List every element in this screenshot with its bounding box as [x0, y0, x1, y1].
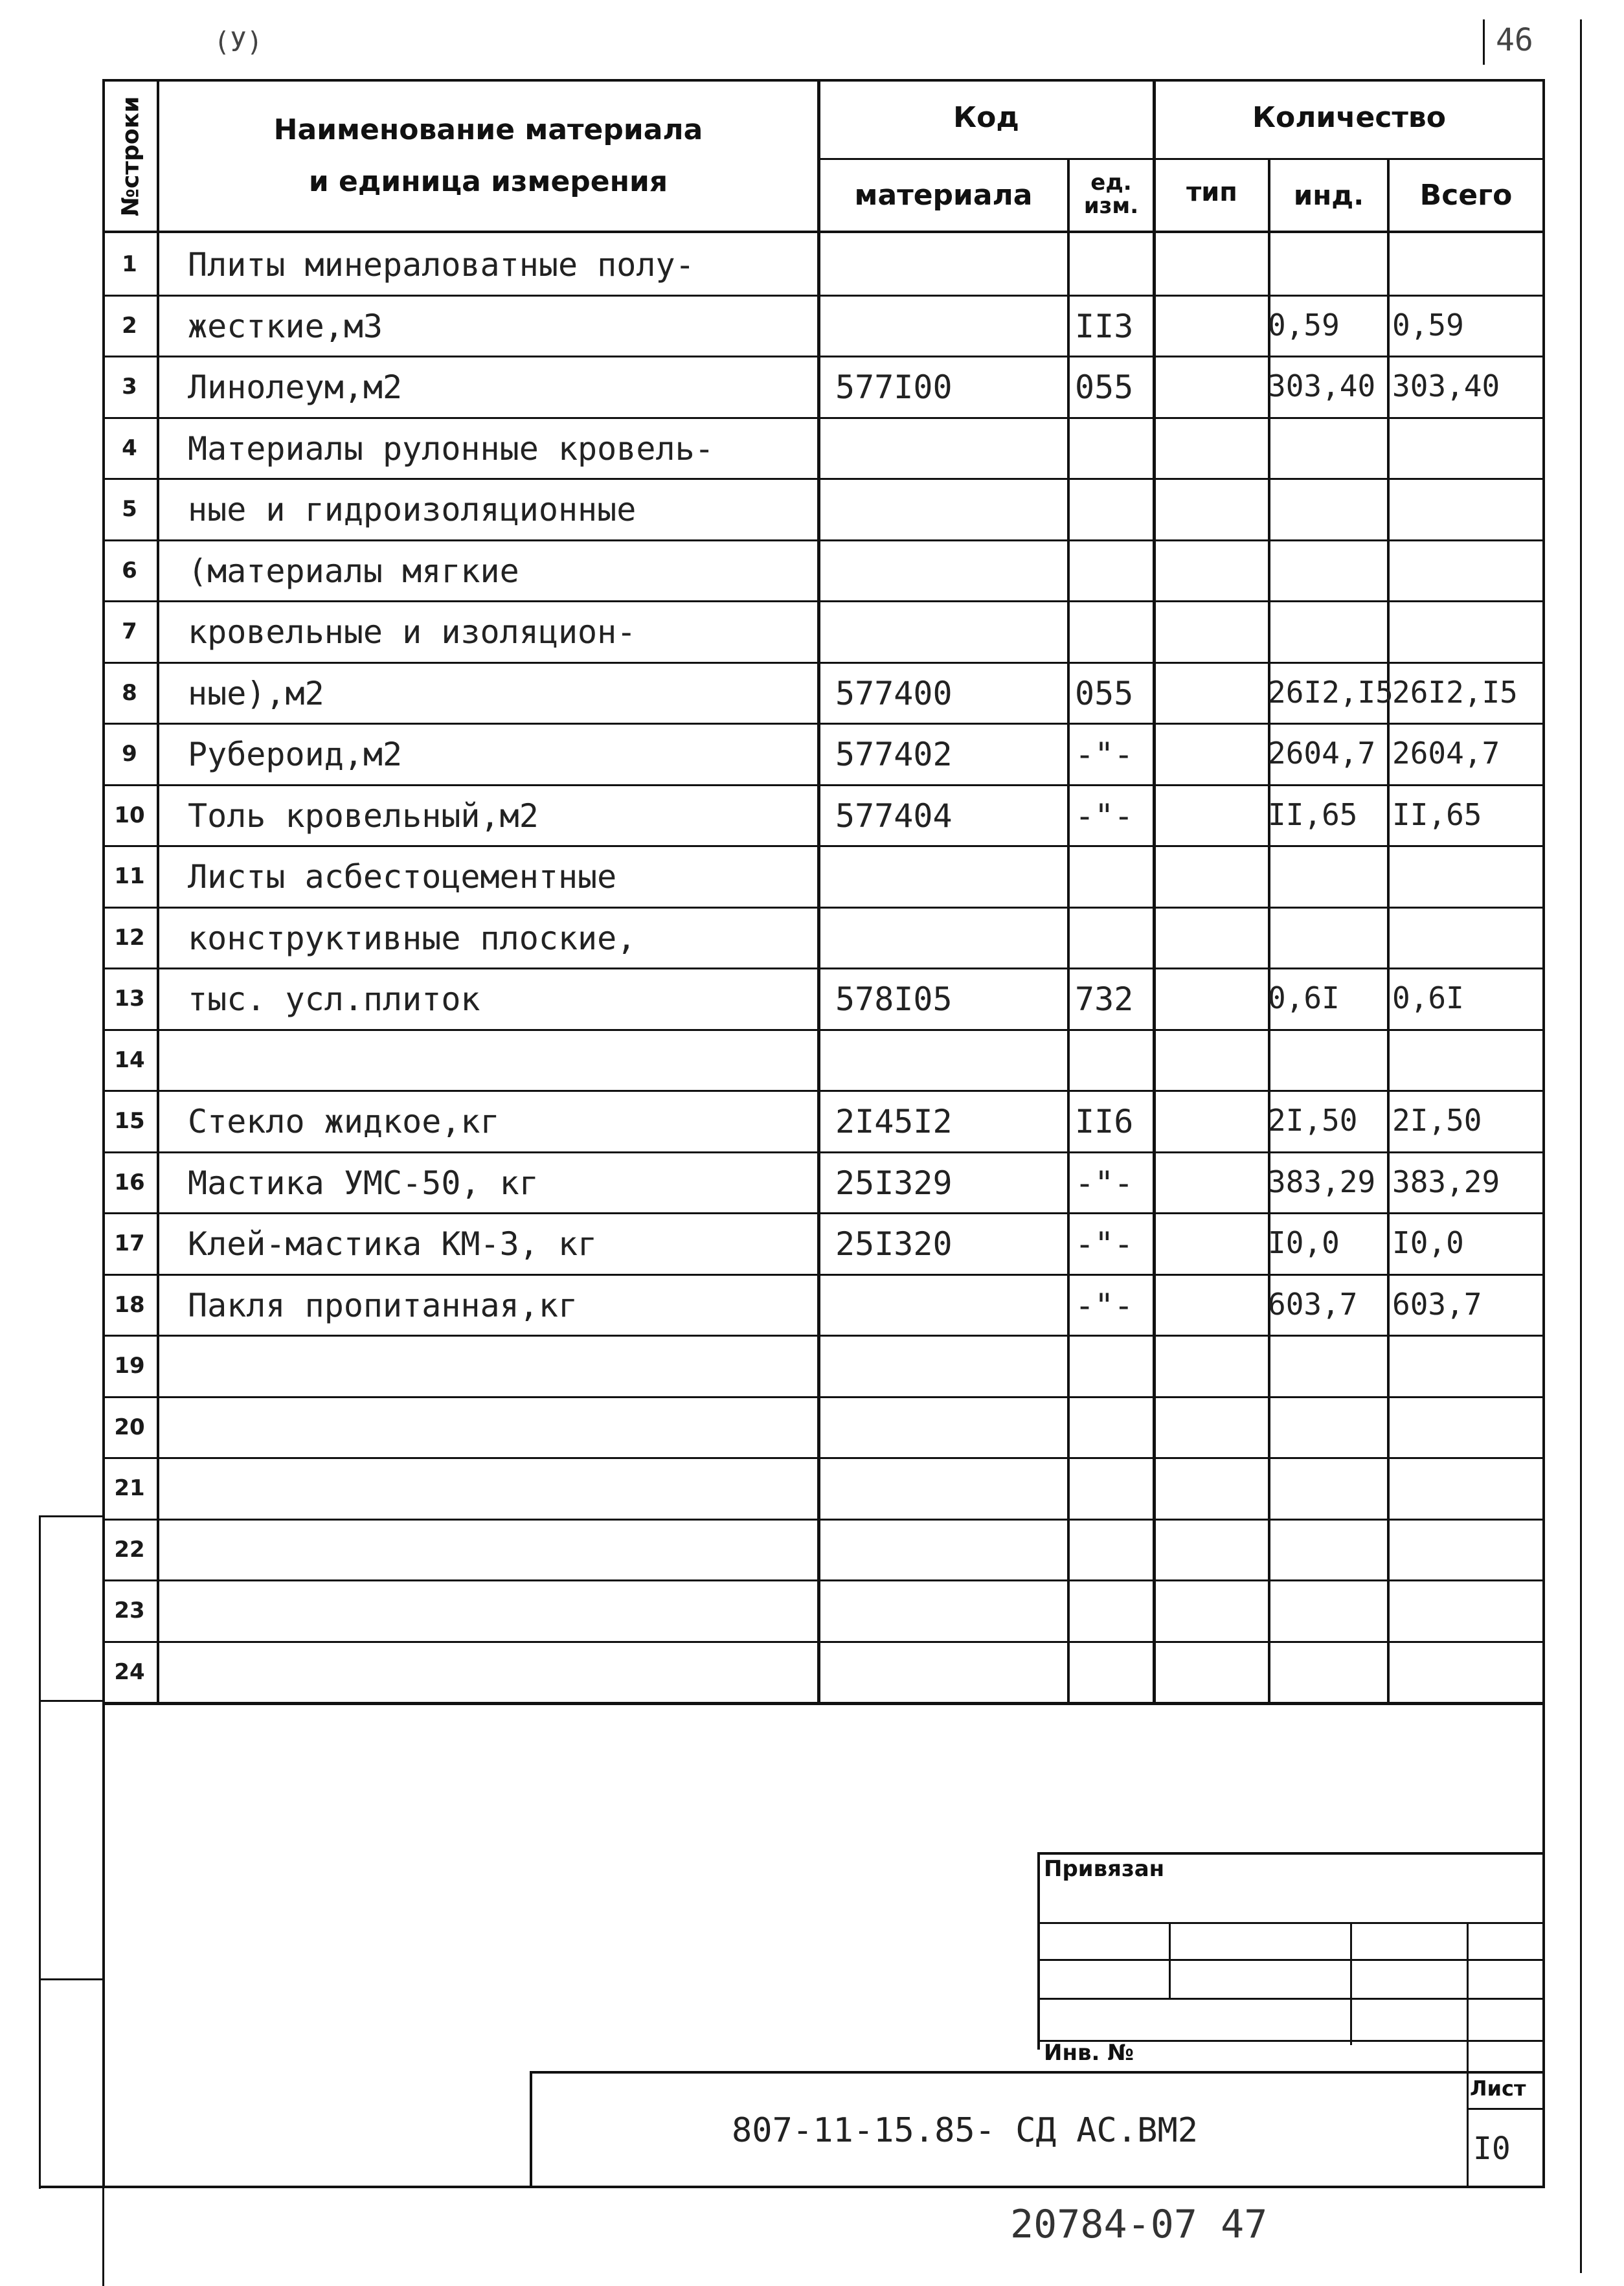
cell-name: Плиты минераловатные полу-	[188, 246, 695, 284]
stamp-doc-code: 807-11-15.85- СД АС.ВМ2	[732, 2111, 1199, 2150]
header-code-unit: ед. изм.	[1083, 170, 1139, 219]
cell-name: (материалы мягкие	[188, 552, 519, 590]
cell-name: Клей-мастика КМ-3, кг	[188, 1225, 598, 1263]
cell-ind: 2604,7	[1268, 736, 1376, 771]
page-number-bracket	[1483, 19, 1485, 65]
row-number: 23	[114, 1598, 145, 1624]
cell-code: 577I00	[835, 368, 953, 406]
cell-total: 26I2,I5	[1392, 675, 1518, 710]
cell-name: Пакля пропитанная,кг	[188, 1287, 578, 1324]
stamp-bound-label: Привязан	[1044, 1856, 1165, 1882]
header-qty-ind: инд.	[1293, 179, 1364, 211]
cell-total: 603,7	[1392, 1287, 1482, 1322]
header-qty-total: Всего	[1419, 178, 1513, 212]
cell-ind: 303,40	[1268, 368, 1376, 403]
cell-unit: -"-	[1075, 797, 1134, 835]
cell-name: Рубероид,м2	[188, 736, 403, 773]
row-number: 12	[114, 925, 145, 951]
footer-note: 20784-07 47	[1010, 2202, 1268, 2247]
cell-ind: 2I,50	[1268, 1103, 1358, 1138]
row-number: 17	[114, 1230, 145, 1256]
stamp-sheet-number: I0	[1473, 2131, 1511, 2167]
row-number: 4	[122, 435, 137, 461]
row-number: 19	[114, 1353, 145, 1379]
row-number: 6	[122, 558, 137, 583]
cell-ind: I0,0	[1268, 1225, 1340, 1260]
row-number: 5	[122, 496, 137, 522]
header-row-no: №строки	[117, 96, 144, 216]
row-number: 18	[114, 1292, 145, 1318]
row-number: 9	[122, 741, 137, 767]
row-number: 8	[122, 680, 137, 706]
cell-name: ные),м2	[188, 675, 324, 712]
cell-ind: 26I2,I5	[1268, 675, 1393, 710]
row-number: 7	[122, 618, 137, 644]
cell-name: Листы асбестоцементные	[188, 858, 617, 896]
cell-unit: -"-	[1075, 1225, 1134, 1263]
cell-code: 25I320	[835, 1225, 953, 1263]
cell-ind: II,65	[1268, 797, 1358, 832]
row-number: 1	[122, 251, 137, 277]
header-code: Код	[953, 100, 1019, 134]
row-number: 22	[114, 1537, 145, 1563]
cell-total: I0,0	[1392, 1225, 1464, 1260]
header-code-material: материала	[854, 178, 1033, 212]
binding-strip-outer	[39, 1515, 41, 2189]
page-number: 46	[1496, 22, 1533, 58]
cell-total: 2604,7	[1392, 736, 1500, 771]
cell-name: кровельные и изоляцион-	[188, 613, 637, 651]
cell-unit: 055	[1075, 675, 1134, 712]
stamp-sheet-label: Лист	[1470, 2076, 1526, 2101]
row-number: 2	[122, 313, 137, 339]
cell-ind: 0,6I	[1268, 980, 1340, 1015]
cell-code: 577402	[835, 736, 953, 773]
row-number: 13	[114, 986, 145, 1012]
cell-code: 25I329	[835, 1164, 953, 1202]
cell-name: жесткие,м3	[188, 308, 383, 345]
row-number: 15	[114, 1108, 145, 1134]
binding-strip-div2	[39, 1978, 104, 1980]
row-number: 16	[114, 1170, 145, 1195]
cell-ind: 0,59	[1268, 308, 1340, 343]
header-quantity: Количество	[1252, 100, 1446, 134]
header-name-line2: и единица измерения	[308, 164, 668, 198]
row-number: 10	[114, 802, 145, 828]
cell-code: 2I45I2	[835, 1103, 953, 1140]
row-number: 21	[114, 1475, 145, 1501]
cell-ind: 383,29	[1268, 1164, 1376, 1199]
cell-unit: -"-	[1075, 736, 1134, 773]
binding-strip-top	[39, 1515, 104, 1517]
row-number: 11	[114, 863, 145, 889]
cell-name: ные и гидроизоляционные	[188, 491, 637, 528]
cell-name: Стекло жидкое,кг	[188, 1103, 500, 1140]
row-number: 14	[114, 1047, 145, 1073]
cell-code: 577400	[835, 675, 953, 712]
cell-unit: -"-	[1075, 1287, 1134, 1324]
cell-name: конструктивные плоские,	[188, 920, 637, 957]
top-marker: (У)	[214, 26, 263, 58]
cell-name: Толь кровельный,м2	[188, 797, 539, 835]
cell-code: 578I05	[835, 980, 953, 1018]
row-number: 3	[122, 374, 137, 400]
row-number: 20	[114, 1414, 145, 1440]
cell-total: 2I,50	[1392, 1103, 1482, 1138]
cell-unit: 055	[1075, 368, 1134, 406]
cell-total: 383,29	[1392, 1164, 1500, 1199]
cell-name: Линолеум,м2	[188, 368, 403, 406]
cell-unit: -"-	[1075, 1164, 1134, 1202]
right-margin-line	[1580, 19, 1582, 2273]
cell-total: II,65	[1392, 797, 1482, 832]
cell-code: 577404	[835, 797, 953, 835]
header-name-line1: Наименование материала	[273, 113, 703, 146]
stamp-inv-label: Инв. №	[1044, 2040, 1134, 2066]
binding-strip-div1	[39, 1700, 104, 1702]
row-number: 24	[114, 1659, 145, 1685]
cell-total: 303,40	[1392, 368, 1500, 403]
cell-name: Мастика УМС-50, кг	[188, 1164, 539, 1202]
cell-ind: 603,7	[1268, 1287, 1358, 1322]
header-qty-type: тип	[1186, 177, 1237, 207]
cell-unit: 732	[1075, 980, 1134, 1018]
cell-name: Материалы рулонные кровель-	[188, 430, 714, 468]
cell-total: 0,59	[1392, 308, 1464, 343]
cell-unit: II6	[1075, 1103, 1134, 1140]
cell-unit: II3	[1075, 308, 1134, 345]
cell-total: 0,6I	[1392, 980, 1464, 1015]
cell-name: тыс. усл.плиток	[188, 980, 480, 1018]
